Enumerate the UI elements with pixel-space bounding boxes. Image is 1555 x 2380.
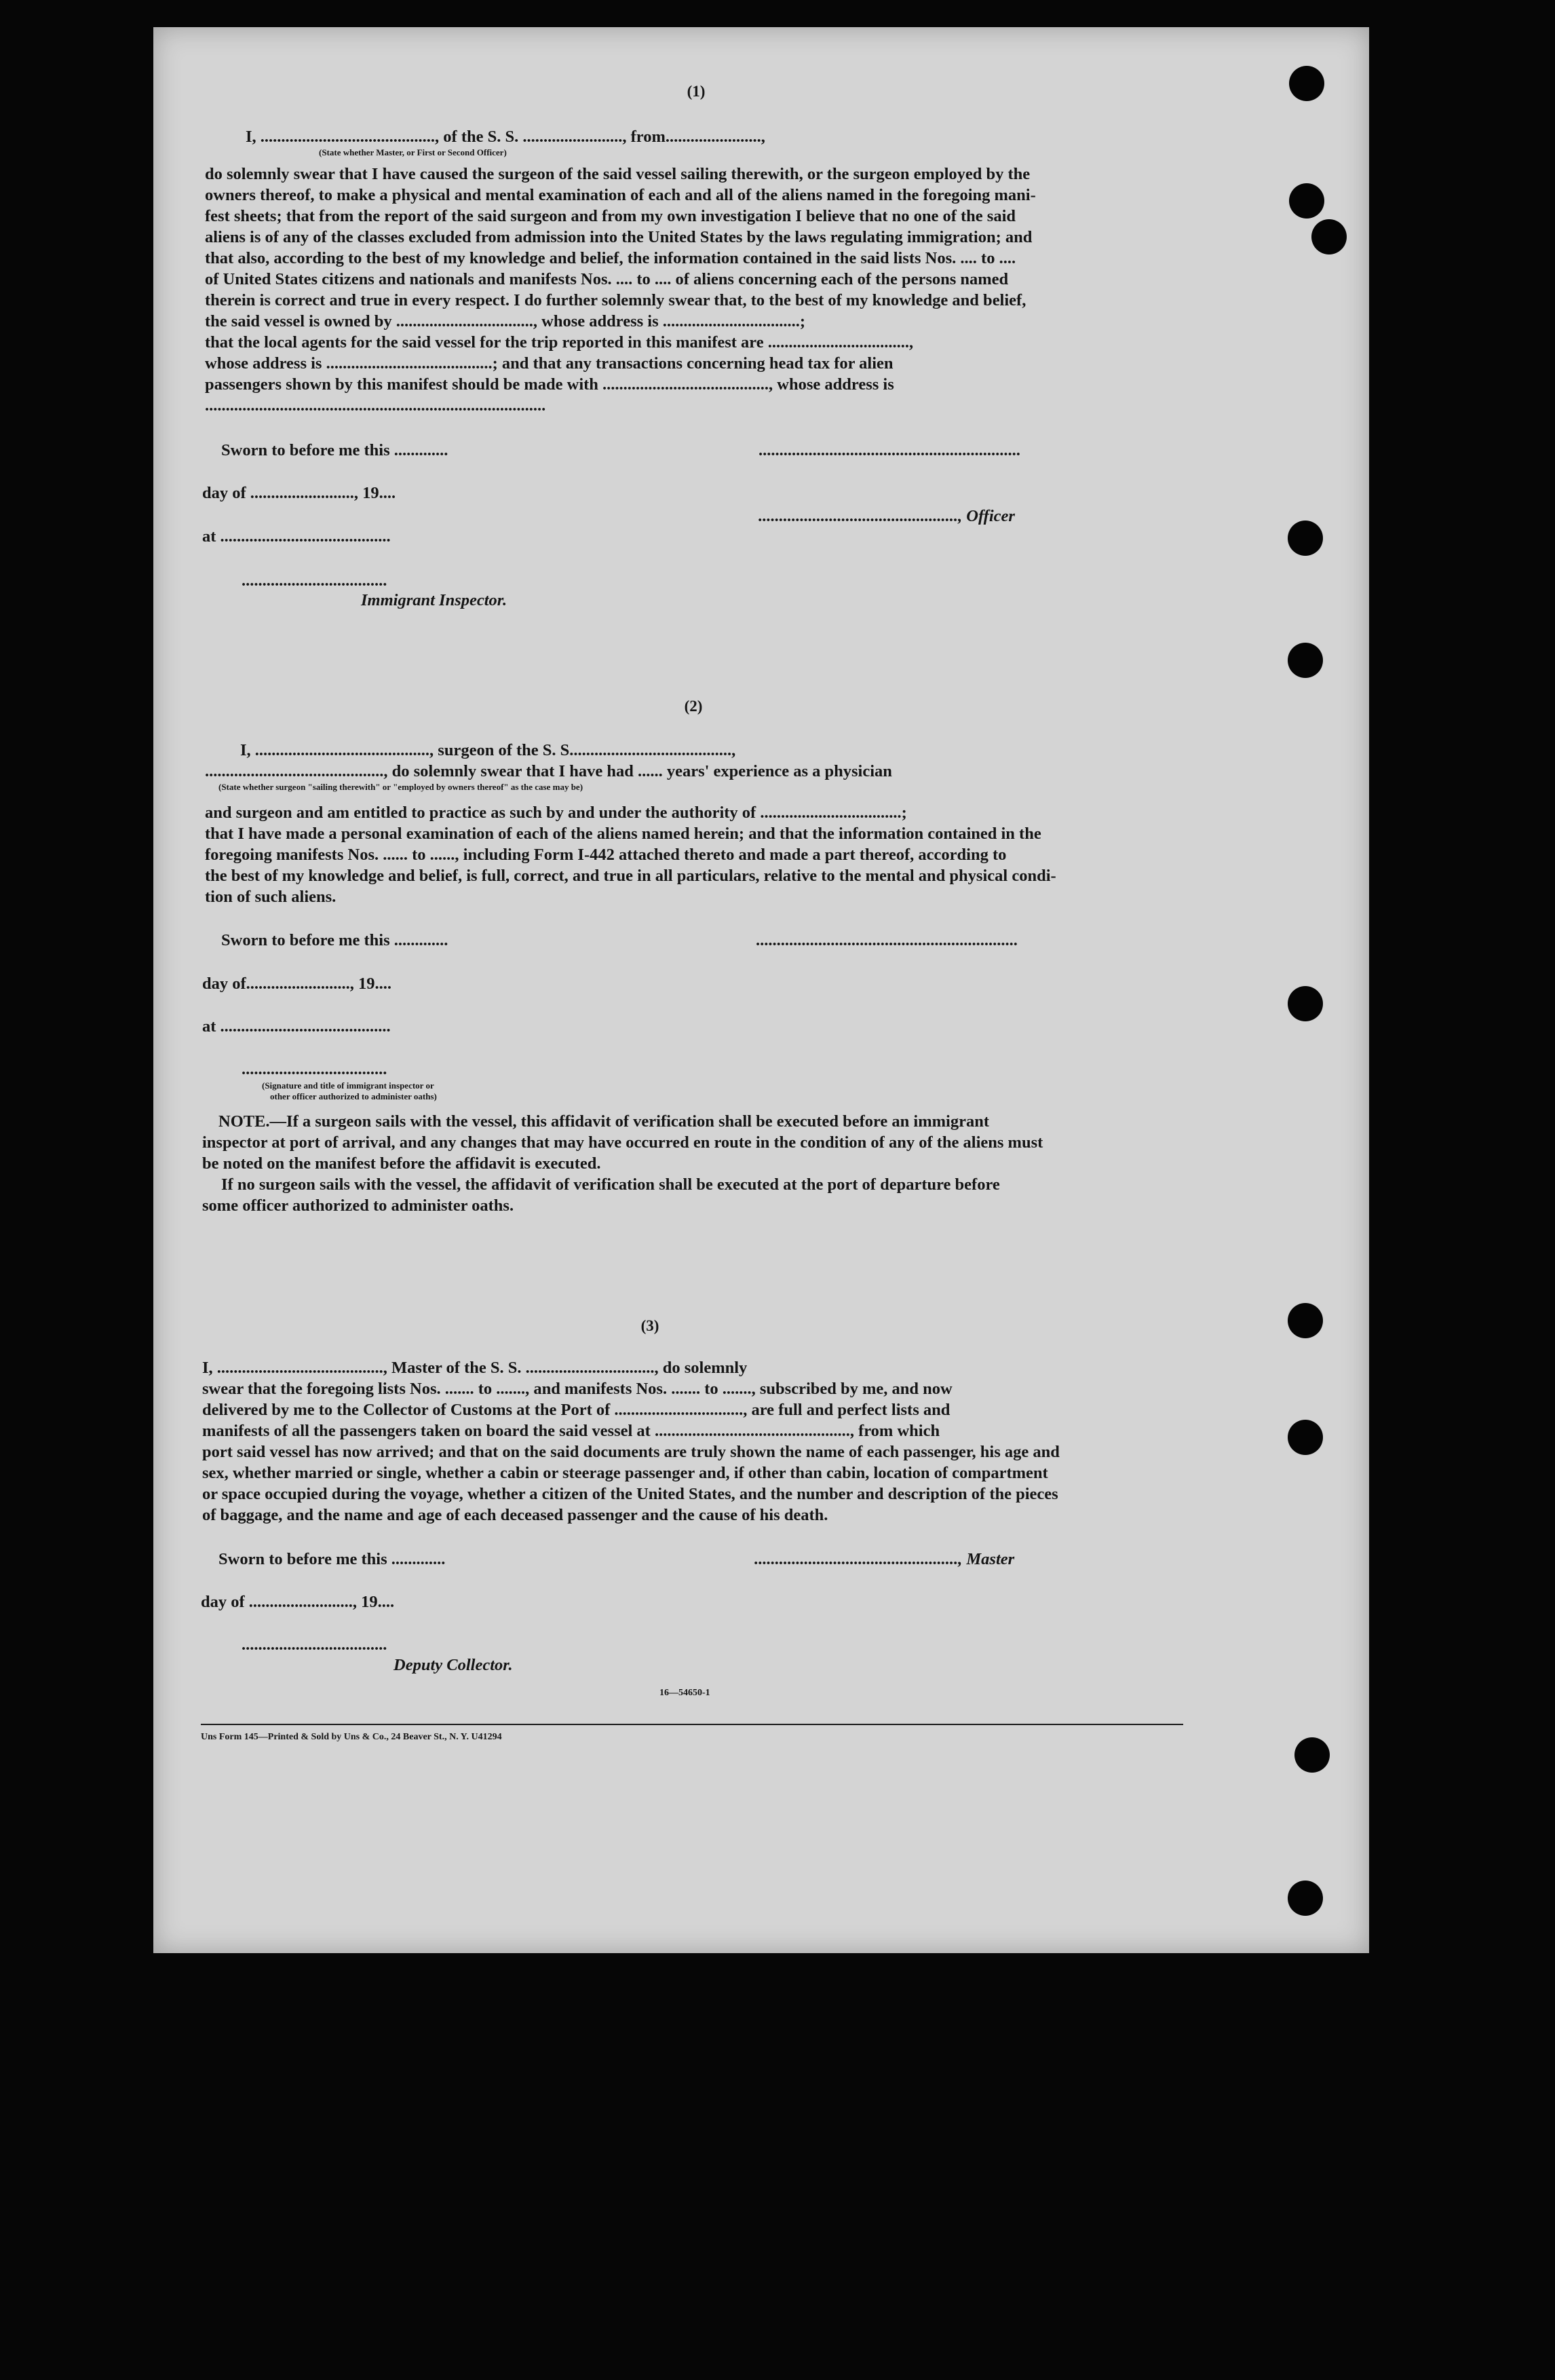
punch-hole [1288, 1420, 1323, 1455]
collector-dots: ................................... [242, 1636, 387, 1654]
affidavit-line: that I have made a personal examination of each of the aliens named herein; and that the information contained in the [205, 825, 1041, 843]
note-line: If no surgeon sails with the vessel, the affidavit of verification shall be executed at the port of departure before [221, 1175, 1000, 1194]
affidavit-line: the said vessel is owned by ................................., whose address is .................................; [205, 312, 806, 330]
note-line: be noted on the manifest before the affidavit is executed. [202, 1154, 601, 1173]
affidavit-line: ..........................................., do solemnly swear that I have had ...... years' experience as a physician [205, 762, 892, 780]
affidavit-line: owners thereof, to make a physical and mental examination of each and all of the aliens named in the foregoing mani- [205, 186, 1036, 204]
affidavit-line: .................................................................................. [205, 396, 546, 415]
note-line: some officer authorized to administer oaths. [202, 1196, 514, 1215]
note-line: inspector at port of arrival, and any changes that may have occurred en route in the condition of any of the aliens must [202, 1133, 1043, 1152]
day-of-line: day of ........................., 19.... [202, 484, 396, 502]
affidavit-line: that the local agents for the said vessel for the trip reported in this manifest are .................................., [205, 333, 914, 352]
at-line: at ......................................... [202, 527, 391, 546]
section-number: (2) [684, 698, 703, 715]
affidavit-line: delivered by me to the Collector of Customs at the Port of ..............................., are full and perfect lists and [202, 1401, 951, 1419]
form-code: 16—54650-1 [659, 1688, 710, 1698]
officer-line: ................................................, Officer [759, 507, 1015, 525]
affidavit-line: I, .........................................., surgeon of the S. S......................................., [240, 741, 736, 759]
signature-note: other officer authorized to administer oaths) [270, 1091, 437, 1101]
punch-hole [1289, 183, 1324, 219]
affidavit-line: foregoing manifests Nos. ...... to ......, including Form I-442 attached thereto and made a part thereof, according to [205, 846, 1007, 864]
affidavit-line: that also, according to the best of my knowledge and belief, the information contained in the said lists Nos. .... to .... [205, 249, 1016, 267]
note-line: NOTE.—If a surgeon sails with the vessel, this affidavit of verification shall be executed before an immigrant [218, 1112, 990, 1131]
punch-hole [1311, 219, 1347, 254]
affidavit-line: do solemnly swear that I have caused the surgeon of the said vessel sailing therewith, or the surgeon employed by the [205, 165, 1031, 183]
punch-hole [1288, 521, 1323, 556]
collector-label: Deputy Collector. [393, 1656, 513, 1674]
affidavit-line: sex, whether married or single, whether a cabin or steerage passenger and, if other than cabin, location of compartment [202, 1464, 1048, 1482]
affidavit-line: of United States citizens and nationals and manifests Nos. .... to .... of aliens concerning each of the persons named [205, 270, 1009, 288]
inspector-label: Immigrant Inspector. [361, 591, 507, 609]
signature-line: ............................................................... [759, 441, 1020, 459]
punch-hole [1288, 1881, 1323, 1916]
affidavit-line: therein is correct and true in every respect. I do further solemnly swear that, to the best of my knowledge and belief, [205, 291, 1026, 309]
affidavit-line: manifests of all the passengers taken on board the said vessel at ..............................................., from which [202, 1422, 940, 1440]
punch-hole [1288, 643, 1323, 678]
signature-line: ............................................................... [756, 931, 1018, 949]
field-note: (State whether Master, or First or Second Officer) [319, 147, 507, 157]
punch-hole [1294, 1737, 1330, 1773]
sworn-line: Sworn to before me this ............. [218, 1550, 446, 1568]
affidavit-line: I, ........................................, Master of the S. S. ..............................., do solemnly [202, 1359, 748, 1377]
sworn-line: Sworn to before me this ............. [221, 441, 448, 459]
printer-footer: Uns Form 145—Printed & Sold by Uns & Co., 24 Beaver St., N. Y. U41294 [201, 1732, 502, 1742]
signature-dots: ................................... [242, 1060, 387, 1078]
punch-hole [1288, 1303, 1323, 1338]
master-line: ................................................., Master [754, 1550, 1015, 1568]
footer-rule [201, 1724, 1183, 1725]
day-of-line: day of ........................., 19.... [201, 1593, 395, 1611]
at-line: at ......................................... [202, 1017, 391, 1036]
punch-hole [1288, 986, 1323, 1021]
punch-hole [1289, 66, 1324, 101]
affidavit-line: fest sheets; that from the report of the said surgeon and from my own investigation I believe that no one of the said [205, 207, 1016, 225]
affidavit-line: or space occupied during the voyage, whether a citizen of the United States, and the number and description of the pieces [202, 1485, 1058, 1503]
affidavit-line: tion of such aliens. [205, 888, 337, 906]
affidavit-line: passengers shown by this manifest should be made with ........................................, whose address is [205, 375, 894, 394]
affidavit-line: and surgeon and am entitled to practice as such by and under the authority of ..................................; [205, 804, 907, 822]
section-number: (1) [687, 83, 706, 100]
affidavit-line: I, .........................................., of the S. S. ........................, from......................., [246, 128, 765, 146]
inspector-dots: ................................... [242, 571, 387, 590]
section-number: (3) [640, 1317, 659, 1334]
sworn-line: Sworn to before me this ............. [221, 931, 448, 949]
signature-note: (Signature and title of immigrant inspector or [262, 1080, 434, 1091]
affidavit-line: the best of my knowledge and belief, is full, correct, and true in all particulars, relative to the mental and physical condi- [205, 867, 1056, 885]
affidavit-line: swear that the foregoing lists Nos. ....... to ......., and manifests Nos. ....... to ......., subscribed by me, and now [202, 1380, 953, 1398]
affidavit-line: whose address is ........................................; and that any transactions concerning head tax for alien [205, 354, 894, 373]
affidavit-line: of baggage, and the name and age of each deceased passenger and the cause of his death. [202, 1506, 828, 1524]
affidavit-line: port said vessel has now arrived; and that on the said documents are truly shown the name of each passenger, his age and [202, 1443, 1060, 1461]
day-of-line: day of........................., 19.... [202, 975, 392, 993]
field-note: (State whether surgeon "sailing therewith" or "employed by owners thereof" as the case may be) [218, 782, 583, 792]
affidavit-line: aliens is of any of the classes excluded from admission into the United States by the laws regulating immigration; and [205, 228, 1033, 246]
